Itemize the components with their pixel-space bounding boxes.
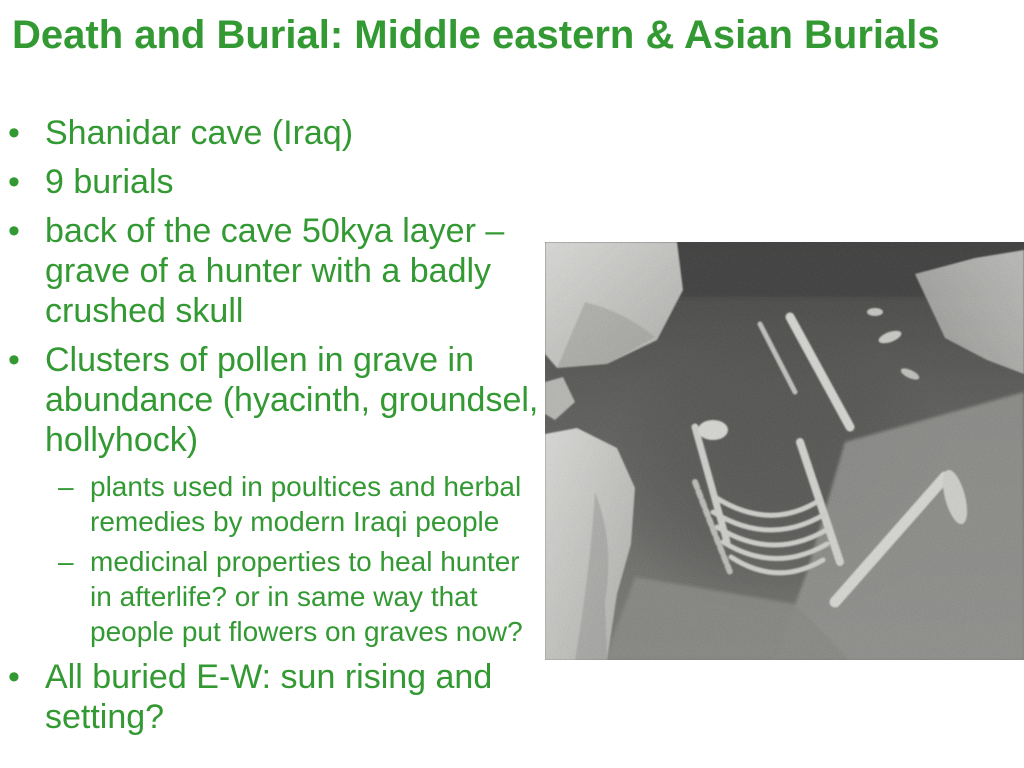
bullet-item (0, 340, 545, 649)
sub-bullet-text: medicinal properties to heal hunter in afterlife? or in same way that people put flowers on graves now? (90, 546, 523, 647)
bullet-marker: • (8, 212, 20, 250)
bullet-text: Clusters of pollen in grave in abundance (hyacinth, groundsel, hollyhock) (45, 341, 539, 459)
bullet-marker: • (8, 658, 20, 696)
bullet-text: back of the cave 50kya layer – grave of a hunter with a badly crushed skull (45, 212, 505, 330)
bullet-marker: • (8, 163, 20, 201)
slide-title: Death and Burial: Middle eastern & Asian Burials (12, 13, 940, 57)
sub-bullet-marker: – (58, 546, 74, 577)
photo-grain (545, 242, 1024, 660)
sub-bullet-item (45, 544, 535, 649)
bullet-item (0, 211, 545, 331)
bullet-marker: • (8, 341, 20, 379)
bullet-item (0, 162, 545, 202)
sub-bullet-text: plants used in poultices and herbal remedies by modern Iraqi people (90, 471, 522, 537)
bullet-list (0, 113, 545, 737)
bullet-text: All buried E-W: sun rising and setting? (45, 658, 493, 736)
bullet-marker: • (8, 114, 20, 152)
bullet-item (0, 657, 545, 737)
sub-bullet-marker: – (58, 471, 74, 502)
sub-bullet-list (45, 469, 545, 649)
bullet-text: 9 burials (45, 163, 174, 201)
bullet-text: Shanidar cave (Iraq) (45, 114, 354, 152)
burial-photo (545, 242, 1024, 660)
sub-bullet-item (45, 469, 535, 539)
bullet-item (0, 113, 545, 153)
